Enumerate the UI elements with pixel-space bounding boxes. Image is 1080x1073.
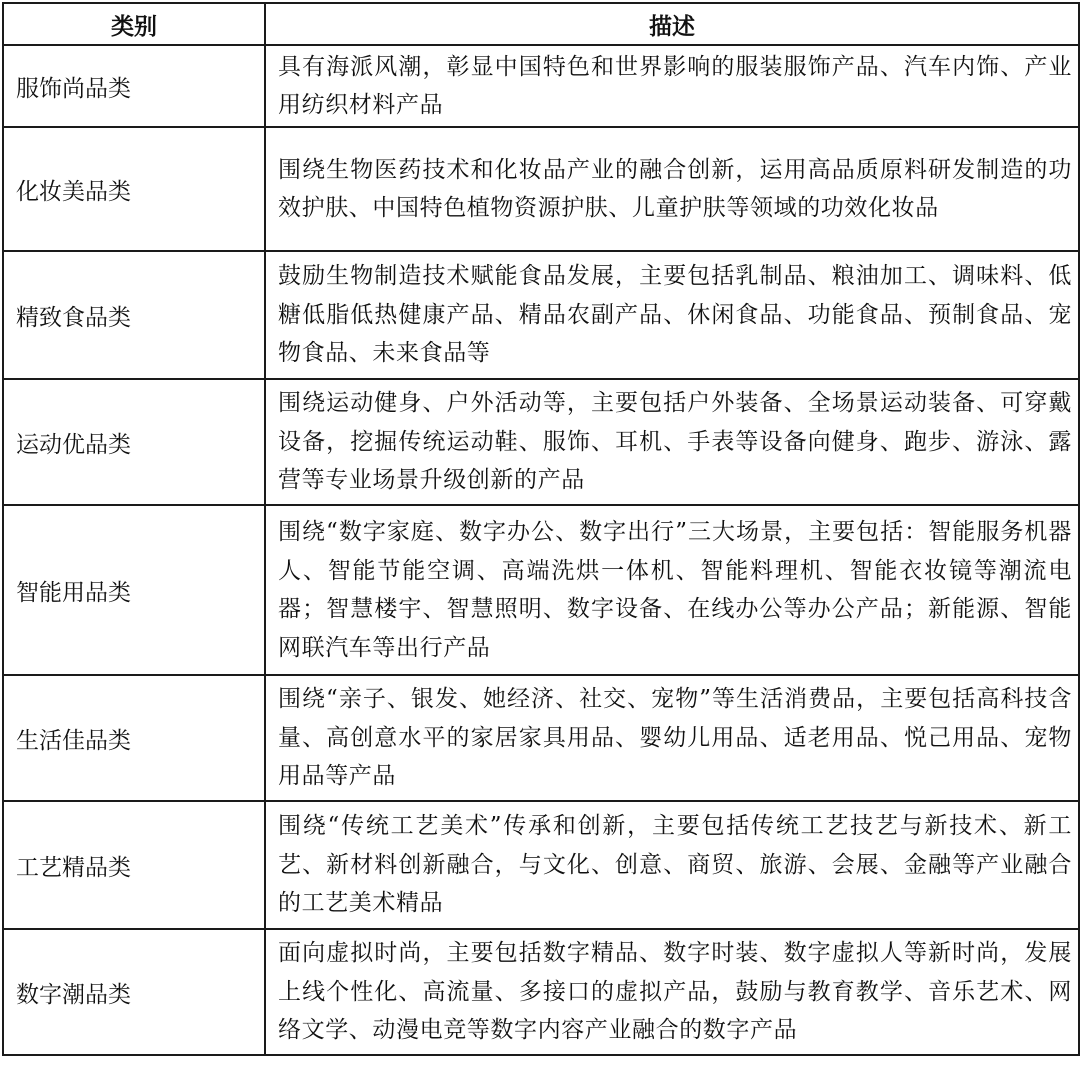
category-table-container xyxy=(2,2,1078,1056)
table-row xyxy=(3,251,1079,379)
header-description: 描述 xyxy=(265,3,1079,45)
description-cell: 鼓励生物制造技术赋能食品发展，主要包括乳制品、粮油加工、调味料、低糖低脂低热健康产品、精品农副产品、休闲食品、功能食品、预制食品、宠物食品、未来食品等 xyxy=(265,251,1079,379)
description-cell: 围绕“数字家庭、数字办公、数字出行”三大场景，主要包括：智能服务机器人、智能节能空调、高端洗烘一体机、智能料理机、智能衣妆镜等潮流电器；智慧楼宇、智慧照明、数字设备、在线办公等办公产品；新能源、智能网联汽车等出行产品 xyxy=(265,505,1079,675)
table-row xyxy=(3,505,1079,675)
table-row xyxy=(3,379,1079,505)
description-cell: 围绕生物医药技术和化妆品产业的融合创新，运用高品质原料研发制造的功效护肤、中国特色植物资源护肤、儿童护肤等领域的功效化妆品 xyxy=(265,127,1079,251)
category-table xyxy=(2,2,1080,1056)
category-cell: 化妆美品类 xyxy=(3,127,265,251)
table-row xyxy=(3,675,1079,801)
table-row xyxy=(3,127,1079,251)
category-cell: 服饰尚品类 xyxy=(3,45,265,127)
category-cell: 工艺精品类 xyxy=(3,801,265,929)
description-cell: 具有海派风潮，彰显中国特色和世界影响的服装服饰产品、汽车内饰、产业用纺织材料产品 xyxy=(265,45,1079,127)
description-cell: 围绕运动健身、户外活动等，主要包括户外装备、全场景运动装备、可穿戴设备，挖掘传统运动鞋、服饰、耳机、手表等设备向健身、跑步、游泳、露营等专业场景升级创新的产品 xyxy=(265,379,1079,505)
table-row xyxy=(3,801,1079,929)
description-cell: 围绕“亲子、银发、她经济、社交、宠物”等生活消费品，主要包括高科技含量、高创意水平的家居家具用品、婴幼儿用品、适老用品、悦己用品、宠物用品等产品 xyxy=(265,675,1079,801)
table-row xyxy=(3,929,1079,1055)
category-cell: 数字潮品类 xyxy=(3,929,265,1055)
category-cell: 智能用品类 xyxy=(3,505,265,675)
header-category: 类别 xyxy=(3,3,265,45)
table-row xyxy=(3,45,1079,127)
description-cell: 围绕“传统工艺美术”传承和创新，主要包括传统工艺技艺与新技术、新工艺、新材料创新融合，与文化、创意、商贸、旅游、会展、金融等产业融合的工艺美术精品 xyxy=(265,801,1079,929)
table-header-row xyxy=(3,3,1079,45)
description-cell: 面向虚拟时尚，主要包括数字精品、数字时装、数字虚拟人等新时尚，发展上线个性化、高流量、多接口的虚拟产品，鼓励与教育教学、音乐艺术、网络文学、动漫电竞等数字内容产业融合的数字产品 xyxy=(265,929,1079,1055)
category-cell: 生活佳品类 xyxy=(3,675,265,801)
category-cell: 运动优品类 xyxy=(3,379,265,505)
category-cell: 精致食品类 xyxy=(3,251,265,379)
